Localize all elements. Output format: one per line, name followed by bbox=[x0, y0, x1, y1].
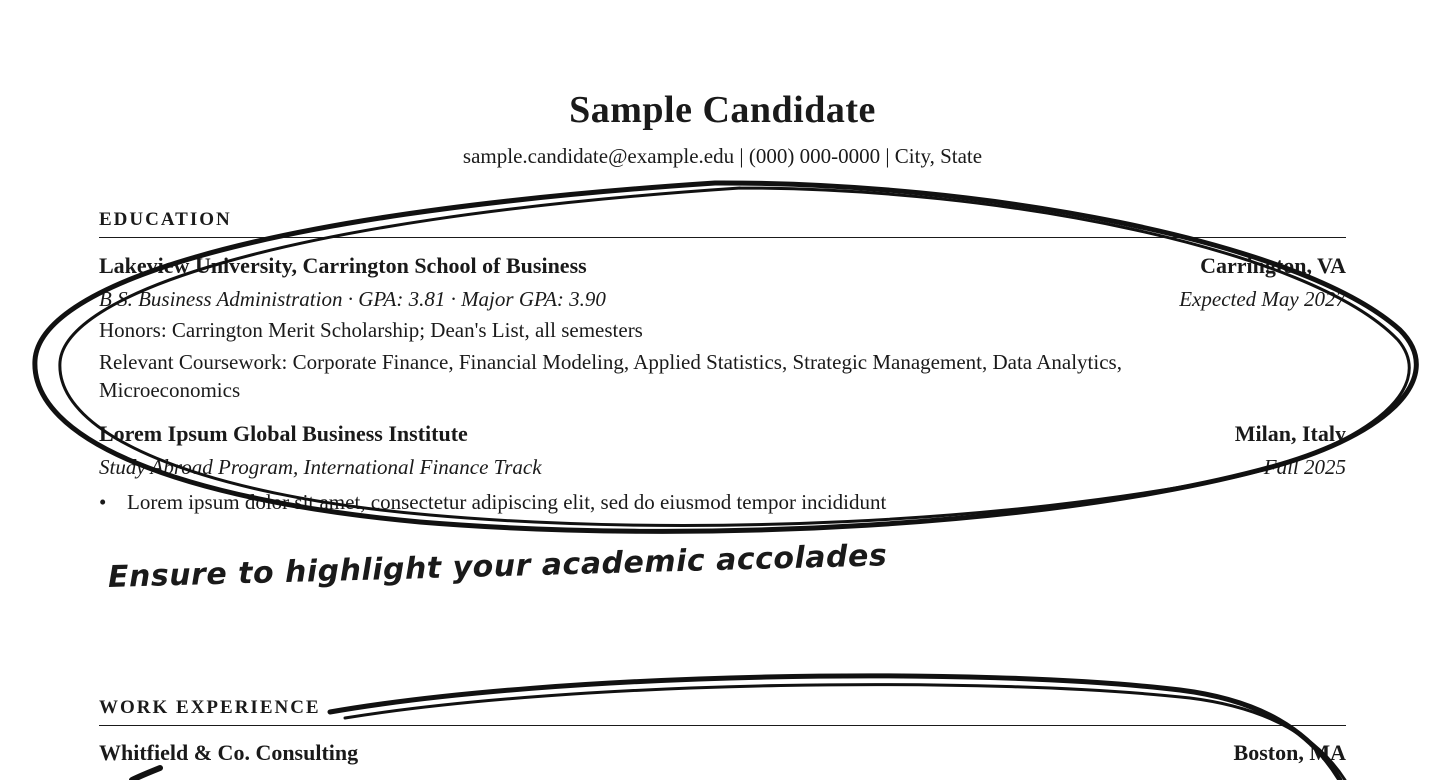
degree-row bbox=[99, 453, 1346, 481]
bullet-text: Lorem ipsum dolor sit amet, consectetur adipiscing elit, sed do eiusmod tempor incididunt bbox=[127, 490, 887, 514]
school-name: Lakeview University, Carrington School of Business bbox=[99, 253, 587, 278]
work-experience-header: WORK EXPERIENCE bbox=[99, 696, 1346, 726]
bullet-icon: • bbox=[99, 490, 107, 514]
school-row bbox=[99, 252, 1346, 280]
coursework-line-continued: Microeconomics bbox=[99, 378, 241, 402]
school-name: Lorem Ipsum Global Business Institute bbox=[99, 421, 468, 446]
school-location: Milan, Italy bbox=[1234, 421, 1346, 446]
job-location: Boston, MA bbox=[1233, 740, 1346, 765]
honors-line: Honors: Carrington Merit Scholarship; Dean's List, all semesters bbox=[99, 318, 643, 342]
degree-date: Expected May 2027 bbox=[1179, 287, 1346, 311]
handwritten-note: Ensure to highlight your academic accolades bbox=[107, 538, 888, 595]
degree-row bbox=[99, 285, 1346, 313]
work-circle-stroke-left bbox=[132, 768, 160, 780]
school-location: Carrington, VA bbox=[1200, 253, 1346, 278]
education-header: EDUCATION bbox=[99, 208, 1346, 238]
degree-text: Study Abroad Program, International Finance Track bbox=[99, 455, 542, 479]
company-name: Whitfield & Co. Consulting bbox=[99, 740, 359, 765]
candidate-name: Sample Candidate bbox=[569, 89, 876, 131]
bullet-item bbox=[99, 488, 1346, 516]
contact-line: sample.candidate@example.edu | (000) 000-0000 | City, State bbox=[462, 144, 983, 168]
job-row bbox=[99, 739, 1346, 767]
degree-text: B.S. Business Administration · GPA: 3.81 · Major GPA: 3.90 bbox=[99, 287, 606, 311]
degree-date: Fall 2025 bbox=[1263, 455, 1346, 479]
coursework-line: Relevant Coursework: Corporate Finance, Financial Modeling, Applied Statistics, Strategic Management, Data Analytics, bbox=[99, 350, 1122, 374]
school-row bbox=[99, 420, 1346, 448]
